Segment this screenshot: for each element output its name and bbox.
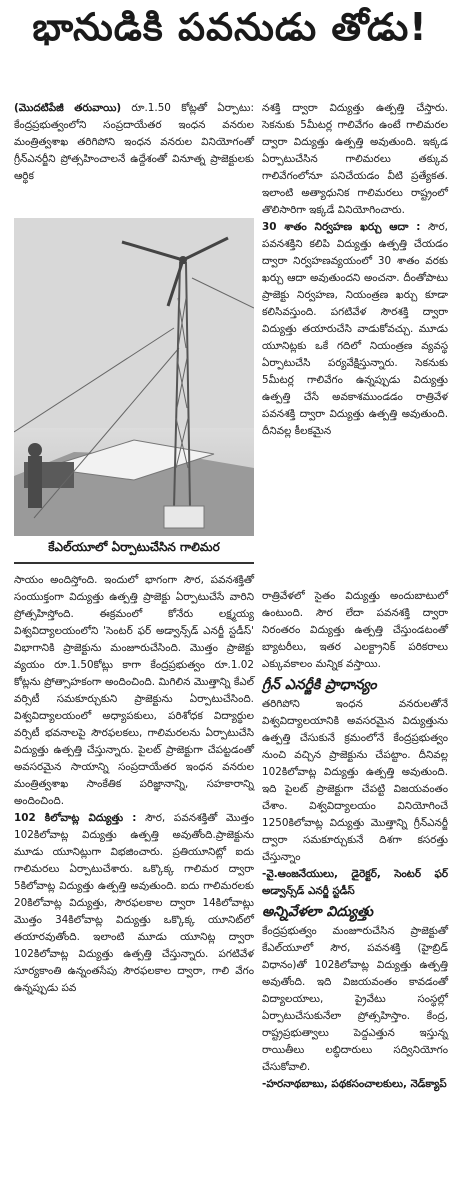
paragraph-power xyxy=(14,810,254,997)
byline-director: -వై.ఆంజనేయులు, డైరెక్టర్, సెంటర్ ఫర్ అడ్వాన్స్‌డ్ ఎనర్జీ స్టడీస్ xyxy=(262,868,448,897)
column-left-top xyxy=(14,100,254,185)
quote-paragraph: తరిగిపోని ఇంధన వనరులతోనే విశ్వవిద్యాలయానికి అవసరమైన విద్యుత్తును ఉత్పత్తి చేసుకునే క్రమంలోనే కేంద్రప్రభుత్వం నుంచి వచ్చిన ప్రాజెక్టును చేపట్టాం. దీనివల్ల 102కిలోవాట్ల విద్యుత్తు ఉత్పత్తి అవుతుంది. ఇది పైలట్ ప్రాజెక్టుగా చేపట్టి విజయవంతం చేశాం. విశ్వవిద్యాలయం వినియోగించే 1250కిలోవాట్ల విద్యుత్తు మొత్తాన్ని గ్రీన్‌ఎనర్జీ ద్వారా సమకూర్చుకునే దిశగా కసరత్తు చేస్తున్నాం xyxy=(262,698,448,863)
paragraph-savings xyxy=(262,219,448,440)
subheading-savings: 30 శాతం నిర్వహణ ఖర్చు ఆదా : xyxy=(262,221,421,233)
windmill-illustration xyxy=(14,218,254,536)
paragraph-text: సౌర, పవనశక్తిని కలిపి విద్యుత్తు ఉత్పత్తి చేయడం ద్వారా నిర్వహణవ్యయంలో 30 శాతం వరకు ఖర్చు ఆదా అవుతుందని అంచనా. దీంతోపాటు ప్రాజెక్టు నిర్వహణ, నియంత్రణ ఖర్చు కూడా కలిసివస్తుంది. పగటివేళ సౌరశక్తి ద్వారా విద్యుత్తు తయారుచేసి వాడుకోవచ్చు. మూడు యూనిట్లకు ఒకే గదిలో నియంత్రణ వ్యవస్థ ఏర్పాటుచేసి పర్యవేక్షిస్తున్నారు. సెకనుకు 5మీటర్ల గాలివేగం ఉన్నప్పుడు విద్యుత్తు ఉత్పత్తి చేసే అవకాశముండడం రాత్రివేళ పవనశక్తి ద్వారా విద్యుత్తు ఉత్పత్తి అవుతుంది. దీనివల్ల కీలకమైన xyxy=(262,221,448,437)
subheading-102kw: 102 కిలోవాట్ల విద్యుత్తు : xyxy=(14,812,137,824)
paragraph: నశక్తి ద్వారా విద్యుత్తు ఉత్పత్తి చేస్తారు. సెకనుకు 5మీటర్ల గాలివేగం ఉంటే గాలిమరల ద్వారా విద్యుత్తు ఉత్పత్తి అవుతుంది. ఇక్కడ ఏర్పాటుచేసిన గాలిమరలు తక్కువ గాలివేగంలోనూ పనిచేయడం వీటి ప్రత్యేకత. ఇలాంటి అత్యాధునిక గాలిమరలు రాష్ట్రంలో తొలిసారిగా ఇక్కడే వినియోగించారు. xyxy=(262,102,448,216)
paragraph-text: సౌర, పవనశక్తితో మొత్తం 102కిలోవాట్ల విద్యుత్తు ఉత్పత్తి అవుతోంది.ప్రాజెక్టును మూడు యూనిట్లుగా విభజించారు. ప్రతియూనిట్లో ఐదు గాలిమరలు ఏర్పాటుచేశారు. ఒక్కొక్క గాలిమర ద్వారా 5కిలోవాట్ల విద్యుత్తు ఉత్పత్తి అవుతుంది. ఐదు గాలిమరలకు 20కిలోవాట్ల విద్యుత్తు, సౌరఫలకాల ద్వారా 14కిలోవాట్లు మొత్తం 34కిలోవాట్ల విద్యుత్తు ఒక్కొక్క యూనిట్‌లో తయారవుతోంది. ఇలాంటి మూడు యూనిట్ల ద్వారా 102కిలోవాట్ల విద్యుత్తు ఉత్పత్తి చేస్తున్నారు. పగటివేళ సూర్యకాంతి ఉన్నంతసేపు సౌరఫలకాల ద్వారా, గాలి వేగం ఉన్నప్పుడు పవ xyxy=(14,812,254,994)
paragraph: రాత్రివేళలో సైతం విద్యుత్తు అందుబాటులో ఉంటుంది. సౌర లేదా పవనశక్తి ద్వారా నిరంతరం విద్యుత్తు ఉత్పత్తి చేస్తుండటంతో బ్యాటరీలు, ఇతర ఎలక్ట్రానిక్ పరికరాలు ఎక్కువకాలం మన్నిక వస్తాయి. xyxy=(262,590,448,670)
continuation-marker: (మొదటిపేజీ తరువాయి) xyxy=(14,102,122,114)
column-left-bottom xyxy=(14,572,254,997)
section-heading-green-energy: గ్రీన్ ఎనర్జీకి ప్రాధాన్యం xyxy=(262,677,377,693)
paragraph: సాయం అందిస్తోంది. ఇందులో భాగంగా సౌర, పవనశక్తితో సంయుక్తంగా విద్యుత్తు ఉత్పత్తి ప్రాజెక్టు ఏర్పాటుచేసే వారిని ప్రోత్సహిస్తోంది. ఈక్రమంలో కోనేరు లక్ష్మయ్య విశ్వవిద్యాలయంలోని 'సెంటర్ ఫర్ అడ్వాన్స్‌డ్ ఎనర్జీ స్టడీస్' విభాగానికి ప్రాజెక్టును మంజూరుచేసింది. మొత్తం ప్రాజెక్టు వ్యయం రూ.1.50కోట్లు కాగా కేంద్రప్రభుత్వం రూ.1.02 కోట్లను ప్రోత్సాహకంగా అందించింది. మిగిలిన మొత్తాన్ని కేఎల్ వర్సిటీ సమకూర్చుకుని ప్రాజెక్టును ఏర్పాటుచేసింది. విశ్వవిద్యాలయంలో అధ్యాపకులు, పరిశోధక విద్యార్థుల వర్సిటీ భవనాలపై సౌరఫలకలు, గాలిమరలను ఏర్పాటుచేసి విద్యుత్తు ఉత్పత్తి చేస్తున్నారు. పైలట్ ప్రాజెక్టుగా చేపట్టడంతో అవసరమైన సాయాన్ని సంప్రదాయేతర ఇంధన వనరుల మంత్రిత్వశాఖ సాంకేతిక పరిజ్ఞానాన్ని, సహకారాన్ని అందించింది. xyxy=(14,574,254,807)
caption-divider xyxy=(14,562,254,564)
photo-caption: కేఎల్‌యూలో ఏర్పాటుచేసిన గాలిమర xyxy=(48,540,220,554)
lead-text: రూ.1.50 కోట్లతో ఏర్పాటు: కేంద్రప్రభుత్వంలోని సంప్రదాయేతర ఇంధన వనరుల మంత్రిత్వశాఖ తరిగిపోని ఇంధన వనరుల వినియోగంతో గ్రీన్‌ఎనర్జీని ప్రోత్సహించాలనే ఉద్దేశంతో వినూత్న ప్రాజెక్టులకు ఆర్థిక xyxy=(14,102,254,182)
lead-paragraph xyxy=(14,100,254,185)
column-right-bottom xyxy=(262,588,448,1093)
section-heading-power-always: అన్నివేళలా విద్యుత్తు xyxy=(262,904,373,920)
byline-project-director: -హరనాథబాబు, పథకసంచాలకులు, నెడ్‌క్యాప్ xyxy=(262,1078,447,1090)
quote-paragraph: కేంద్రప్రభుత్వం మంజూరుచేసిన ప్రాజెక్టుతో కేఎల్‌యూలో సౌర, పవనశక్తి (హైబ్రిడ్ విధానం)తో 102కిలోవాట్ల విద్యుత్తు ఉత్పత్తి అవుతోంది. ఇది విజయవంతం కావడంతో విద్యాలయాలు, ప్రైవేటు సంస్థల్లో ఏర్పాటుచేసుకునేలా ప్రోత్సహిస్తాం. కేంద్ర, రాష్ట్రప్రభుత్వాలు పెద్దఎత్తున ఇస్తున్న రాయితీలు లబ్ధిదారులు సద్వినియోగం చేసుకోవాలి. xyxy=(262,925,448,1073)
windmill-photo xyxy=(14,218,254,536)
column-right-top xyxy=(262,100,448,440)
headline: భానుడికి పవనుడు తోడు! xyxy=(32,5,428,49)
